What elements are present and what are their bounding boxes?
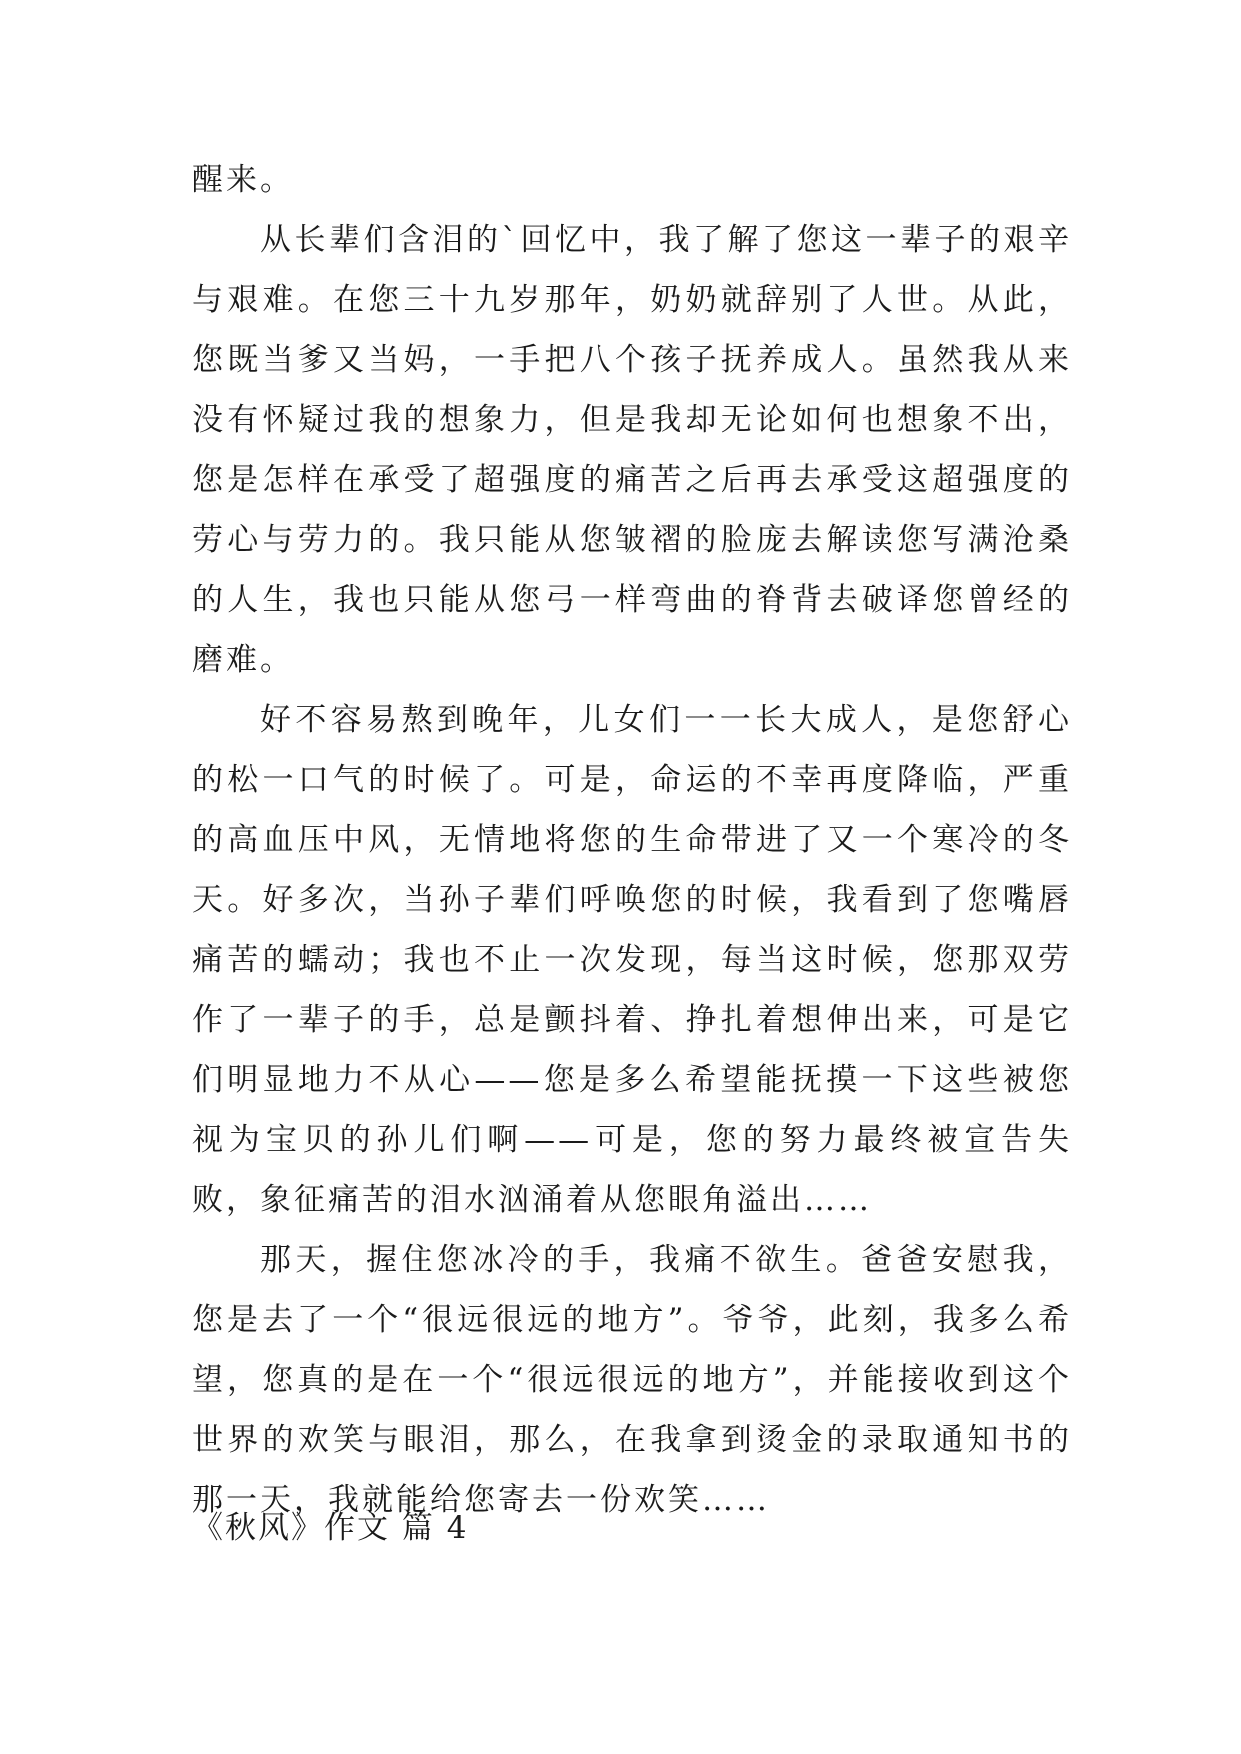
document-body <box>192 150 1072 1530</box>
section-heading: 《秋风》作文 篇 4 <box>192 1510 469 1546</box>
paragraph-continuation: 醒来。 <box>192 162 294 198</box>
paragraph-memories: 从长辈们含泪的`回忆中，我了解了您这一辈子的艰辛与艰难。在您三十九岁那年，奶奶就辞别了人世。从此，您既当爹又当妈，一手把八个孩子抚养成人。虽然我从来没有怀疑过我的想象力，但是我却无论如何也想象不出，您是怎样在承受了超强度的痛苦之后再去承受这超强度的劳心与劳力的。我只能从您皱褶的脸庞去解读您写满沧桑的人生，我也只能从您弓一样弯曲的脊背去破译您曾经的磨难。 <box>192 222 1072 678</box>
paragraph-old-age: 好不容易熬到晚年，儿女们一一长大成人，是您舒心的松一口气的时候了。可是，命运的不幸再度降临，严重的高血压中风，无情地将您的生命带进了又一个寒冷的冬天。好多次，当孙子辈们呼唤您的时候，我看到了您嘴唇痛苦的蠕动；我也不止一次发现，每当这时候，您那双劳作了一辈子的手，总是颤抖着、挣扎着想伸出来，可是它们明显地力不从心——您是多么希望能抚摸一下这些被您视为宝贝的孙儿们啊——可是，您的努力最终被宣告失败，象征痛苦的泪水汹涌着从您眼角溢出…… <box>192 702 1072 1218</box>
paragraph-farewell: 那天，握住您冰冷的手，我痛不欲生。爸爸安慰我，您是去了一个“很远很远的地方”。爷爷，此刻，我多么希望，您真的是在一个“很远很远的地方”，并能接收到这个世界的欢笑与眼泪，那么，在我拿到烫金的录取通知书的那一天，我就能给您寄去一份欢笑…… <box>192 1242 1072 1518</box>
